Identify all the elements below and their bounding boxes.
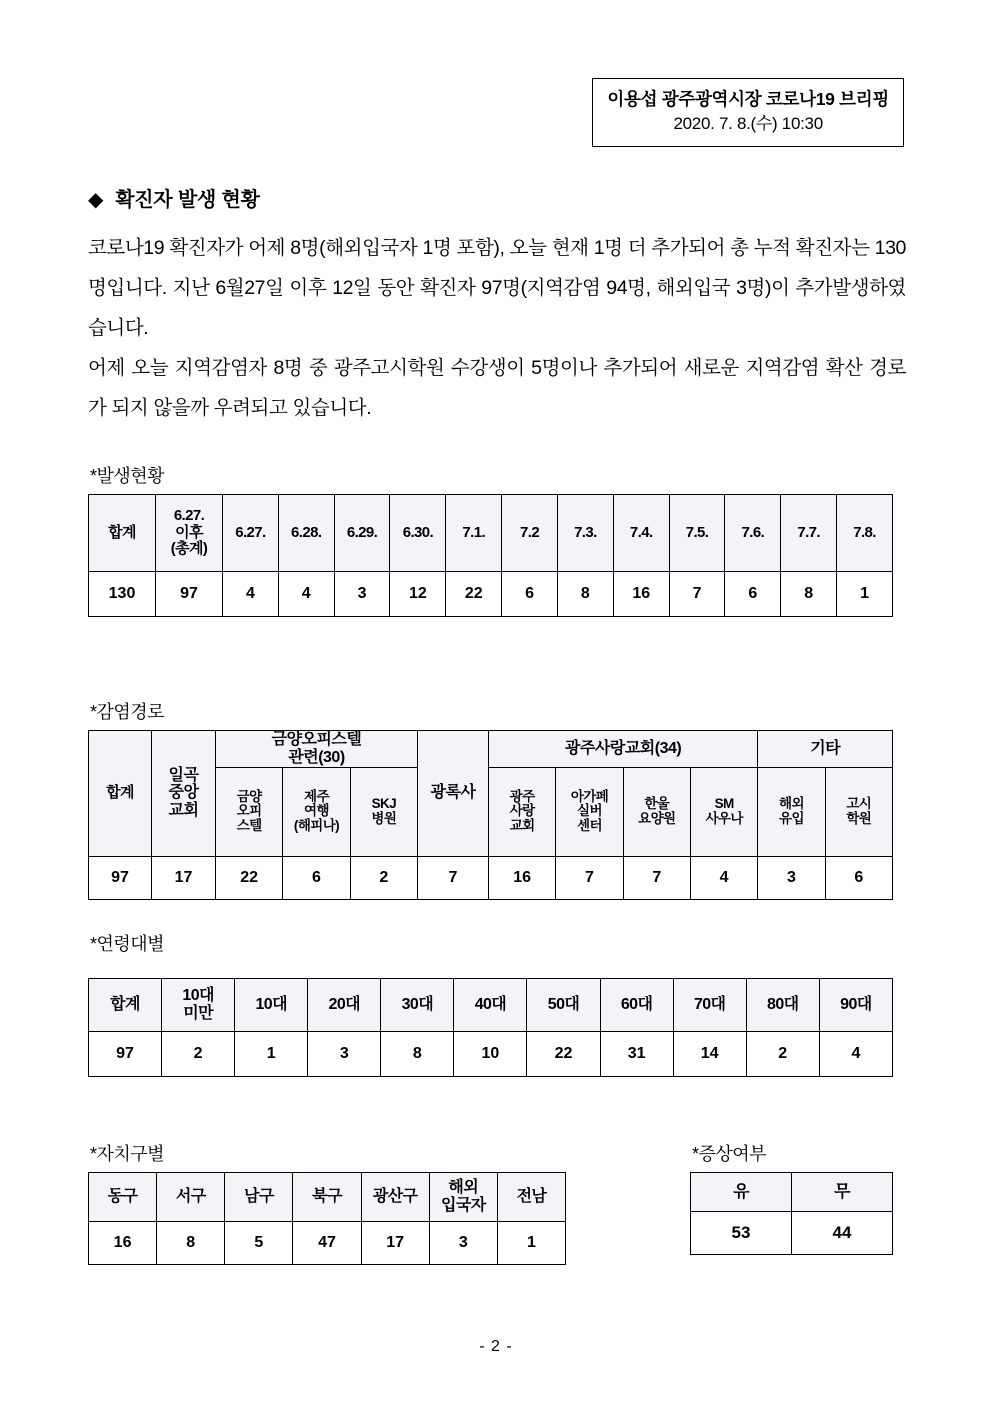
col-header-under10: 10대 미만 (162, 979, 235, 1032)
table-row (89, 495, 893, 572)
col-header-total: 합계 (89, 495, 156, 572)
infection-route-table (88, 730, 893, 900)
cell-value-4: 8 (381, 1032, 454, 1077)
col-header-date-11: 7.8. (837, 495, 893, 572)
page-number: - 2 - (479, 1338, 513, 1355)
cell-value-2: 1 (235, 1032, 308, 1077)
sub-header-gwangju-church: 광주 사랑 교회 (488, 767, 555, 856)
cell-value-9: 2 (746, 1032, 819, 1077)
col-header-age-8: 90대 (819, 979, 892, 1032)
cell-value-7: 7 (556, 856, 623, 899)
cell-value-1: 44 (792, 1212, 893, 1255)
col-header-has-symptoms: 유 (691, 1173, 792, 1212)
col-header-gwangsangu: 광산구 (361, 1173, 429, 1222)
col-header-date-8: 7.5. (669, 495, 725, 572)
col-header-date-5: 7.2 (502, 495, 558, 572)
cell-value-4: 3 (334, 572, 390, 617)
col-header-total: 합계 (89, 731, 152, 857)
col-header-bukgu: 북구 (293, 1173, 361, 1222)
col-header-age-3: 40대 (454, 979, 527, 1032)
cell-value-3: 47 (293, 1222, 361, 1265)
col-header-date-4: 7.1. (446, 495, 502, 572)
col-header-jeonnam: 전남 (497, 1173, 565, 1222)
col-header-date-10: 7.7. (781, 495, 837, 572)
age-group-block (88, 930, 893, 1077)
sub-header-exam-academy: 고시 학원 (825, 767, 892, 856)
cell-value-0: 53 (691, 1212, 792, 1255)
cell-value-6: 22 (446, 572, 502, 617)
table-row (89, 856, 893, 899)
cell-value-7: 6 (502, 572, 558, 617)
col-header-age-4: 50대 (527, 979, 600, 1032)
cell-value-0: 97 (89, 1032, 162, 1077)
col-header-seogu: 서구 (157, 1173, 225, 1222)
occurrence-label: *발생현황 (90, 466, 165, 486)
cell-value-1: 97 (156, 572, 223, 617)
table-row (89, 731, 893, 768)
col-header-date-7: 7.4. (613, 495, 669, 572)
cell-value-11: 6 (825, 856, 892, 899)
group-header-church: 광주사랑교회(34) (488, 731, 757, 768)
cell-value-5: 12 (390, 572, 446, 617)
col-header-date-3: 6.30. (390, 495, 446, 572)
cell-value-9: 16 (613, 572, 669, 617)
header-stamp (592, 78, 904, 147)
group-header-ilgok: 일곡 중앙 교회 (152, 731, 216, 857)
cell-value-0: 16 (89, 1222, 157, 1265)
col-header-age-2: 30대 (381, 979, 454, 1032)
paragraph-2: 어제 오늘 지역감염자 8명 중 광주고시학원 수강생이 5명이나 추가되어 새로운 지역감염 확산 경로가 되지 않을까 우려되고 있습니다. (88, 357, 906, 419)
page-title (88, 183, 260, 212)
cell-value-6: 22 (527, 1032, 600, 1077)
cell-value-6: 1 (497, 1222, 565, 1265)
cell-value-2: 5 (225, 1222, 293, 1265)
symptoms-label: *증상여부 (692, 1144, 767, 1164)
col-header-age-1: 20대 (308, 979, 381, 1032)
col-header-age-7: 80대 (746, 979, 819, 1032)
col-header-date-6: 7.3. (557, 495, 613, 572)
occurrence-block (88, 462, 893, 617)
cell-value-0: 130 (89, 572, 156, 617)
briefing-title: 이용섭 광주광역시장 코로나19 브리핑 (607, 89, 889, 109)
col-header-date-2: 6.29. (334, 495, 390, 572)
district-block (88, 1140, 566, 1265)
cell-value-3: 6 (283, 856, 350, 899)
table-row (691, 1173, 893, 1212)
table-row (89, 979, 893, 1032)
cell-value-10: 4 (819, 1032, 892, 1077)
sub-header-skj-hospital: SKJ 병원 (350, 767, 417, 856)
col-header-age-0: 10대 (235, 979, 308, 1032)
symptoms-table (690, 1172, 893, 1255)
group-header-gwangroksa: 광록사 (417, 731, 488, 857)
district-table (88, 1172, 566, 1265)
cell-value-1: 8 (157, 1222, 225, 1265)
cell-value-2: 22 (216, 856, 283, 899)
col-header-no-symptoms: 무 (792, 1173, 893, 1212)
col-header-age-6: 70대 (673, 979, 746, 1032)
table-row (89, 1032, 893, 1077)
cell-value-2: 4 (223, 572, 279, 617)
col-header-date-1: 6.28. (278, 495, 334, 572)
col-header-namgu: 남구 (225, 1173, 293, 1222)
cell-value-5: 10 (454, 1032, 527, 1077)
cell-value-6: 16 (488, 856, 555, 899)
occurrence-table (88, 494, 893, 617)
cell-value-10: 7 (669, 572, 725, 617)
cell-value-10: 3 (758, 856, 825, 899)
symptoms-block (690, 1140, 893, 1255)
table-row (89, 572, 893, 617)
paragraph-1: 코로나19 확진자가 어제 8명(해외입국자 1명 포함), 오늘 현재 1명 더 추가되어 총 누적 확진자는 130명입니다. 지난 6월27일 이후 12일 동안 확진자 97명(지역감염 94명, 해외입국 3명)이 추가발생하였습니다. (88, 237, 906, 339)
sub-header-geumyang-officetel: 금양 오피 스텔 (216, 767, 283, 856)
cell-value-5: 3 (429, 1222, 497, 1265)
cell-value-7: 31 (600, 1032, 673, 1077)
cell-value-4: 17 (361, 1222, 429, 1265)
col-header-since: 6.27. 이후 (총계) (156, 495, 223, 572)
district-label: *자치구별 (90, 1144, 165, 1164)
body-text (88, 228, 906, 428)
cell-value-13: 1 (837, 572, 893, 617)
sub-header-hanul-nursing: 한울 요양원 (623, 767, 690, 856)
cell-value-8: 14 (673, 1032, 746, 1077)
group-header-geumyang: 금양오피스텔 관련(30) (216, 731, 418, 768)
cell-value-3: 4 (278, 572, 334, 617)
cell-value-1: 2 (162, 1032, 235, 1077)
cell-value-4: 2 (350, 856, 417, 899)
cell-value-8: 7 (623, 856, 690, 899)
sub-header-sm-sauna: SM 사우나 (690, 767, 757, 856)
sub-header-agape-center: 아가페 실버 센터 (556, 767, 623, 856)
sub-header-overseas-inflow: 해외 유입 (758, 767, 825, 856)
cell-value-8: 8 (557, 572, 613, 617)
col-header-total: 합계 (89, 979, 162, 1032)
cell-value-5: 7 (417, 856, 488, 899)
cell-value-12: 8 (781, 572, 837, 617)
col-header-overseas-arrival: 해외 입국자 (429, 1173, 497, 1222)
cell-value-11: 6 (725, 572, 781, 617)
table-row (691, 1212, 893, 1255)
age-group-table (88, 978, 893, 1077)
col-header-date-0: 6.27. (223, 495, 279, 572)
sub-header-jeju-travel: 제주 여행 (해피나) (283, 767, 350, 856)
group-header-etc: 기타 (758, 731, 893, 768)
infection-route-label: *감염경로 (90, 702, 165, 722)
table-row (89, 1222, 566, 1265)
col-header-date-9: 7.6. (725, 495, 781, 572)
section-heading-text: 확진자 발생 현황 (115, 189, 260, 211)
age-group-label: *연령대별 (90, 934, 165, 954)
infection-route-block (88, 698, 893, 900)
table-row (89, 1173, 566, 1222)
col-header-donggu: 동구 (89, 1173, 157, 1222)
diamond-bullet-icon: ◆ (88, 189, 104, 211)
col-header-age-5: 60대 (600, 979, 673, 1032)
cell-value-1: 17 (152, 856, 216, 899)
cell-value-0: 97 (89, 856, 152, 899)
cell-value-3: 3 (308, 1032, 381, 1077)
cell-value-9: 4 (690, 856, 757, 899)
briefing-datetime: 2020. 7. 8.(수) 10:30 (673, 114, 823, 134)
